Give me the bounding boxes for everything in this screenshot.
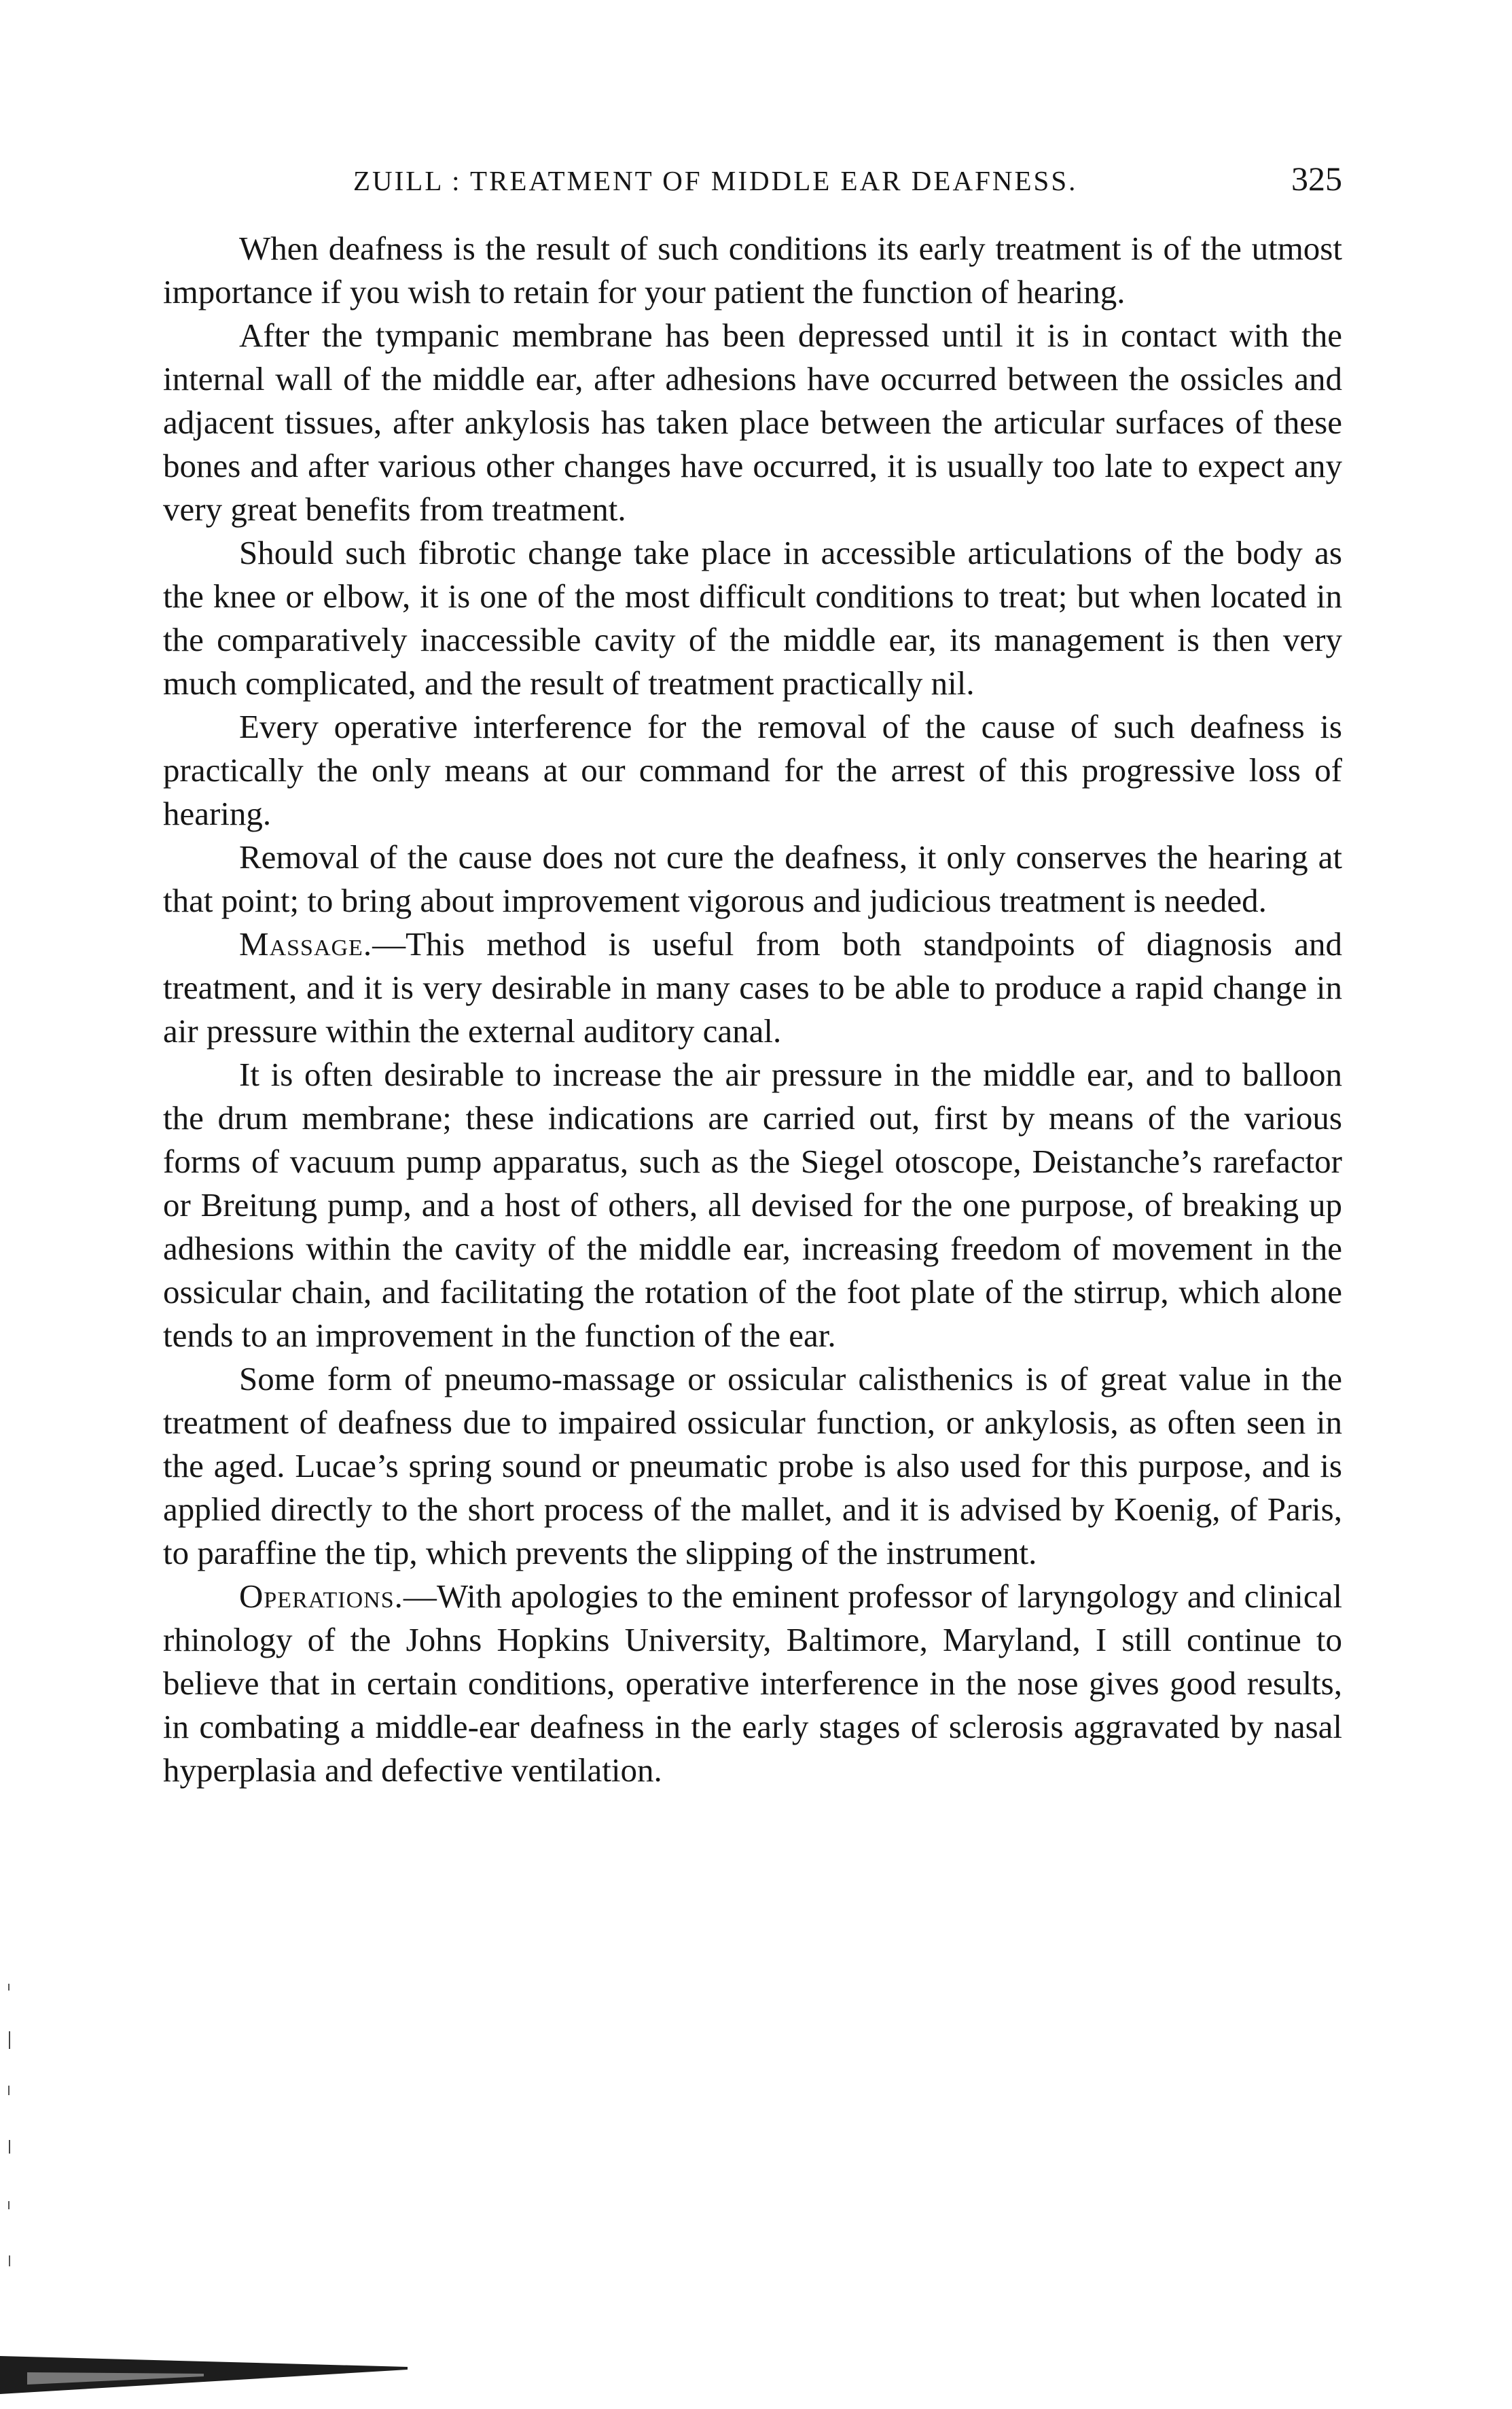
- paragraph-massage: [163, 923, 1342, 1053]
- paragraph-text: After the tympanic membrane has been depressed until it is in contact with the internal wall of the middle ear, after adhesions have occurred between the ossicles and adjacent tissues, after ankylosis has taken place between the articular surfaces of these bones and after various other changes have occurred, it is usually too late to expect any very great benefits from treatment.: [163, 317, 1342, 528]
- margin-scan-specks: [3, 1984, 16, 2310]
- paragraph-tympanic-membrane: [163, 314, 1342, 531]
- section-heading-operations: Operations.: [239, 1577, 403, 1615]
- paragraph-text: Should such fibrotic change take place in accessible articulations of the body as the knee or elbow, it is one of the most difficult conditions to treat; but when located in the comparatively inaccessible cavity of the middle ear, its management is then very much complicated, and the result of treatment practically nil.: [163, 534, 1342, 702]
- paragraph-text: It is often desirable to increase the air pressure in the middle ear, and to balloon the drum membrane; these indications are carried out, first by means of the various forms of vacuum pump apparatus, such as the Siegel otoscope, Deistanche’s rarefactor or Breitung pump, and a host of others, all devised for the one purpose, of breaking up adhesions within the cavity of the middle ear, increasing freedom of movement in the ossicular chain, and facilitating the rotation of the foot plate of the stirrup, which alone tends to an improvement in the function of the ear.: [163, 1056, 1342, 1354]
- paragraph-text: —With apologies to the eminent professor of laryngology and clinical rhinology of the Johns Hopkins University, Baltimore, Maryland, I still continue to believe that in certain conditions, operative interference in the nose gives good results, in combating a middle-ear deafness in the early stages of sclerosis aggravated by nasal hyperplasia and defective ventilation.: [163, 1577, 1342, 1789]
- paragraph-operative-interference: [163, 705, 1342, 836]
- paragraph-operations: [163, 1575, 1342, 1792]
- paragraph-pneumo-massage: [163, 1357, 1342, 1575]
- body-text: [163, 227, 1342, 1792]
- paragraph-text: Some form of pneumo-massage or ossicular calisthenics is of great value in the treatment of deafness due to impaired ossicular function, or ankylosis, as often seen in the aged. Lucae’s spring sound or pneumatic probe is also used for this purpose, and is applied directly to the short process of the mallet, and it is advised by Koenig, of Paris, to paraffine the tip, which prevents the slipping of the instrument.: [163, 1360, 1342, 1571]
- paragraph-removal-of-cause: [163, 836, 1342, 923]
- page-number: 325: [1291, 160, 1342, 198]
- paragraph-text: Removal of the cause does not cure the deafness, it only conserves the hearing at that point; to bring about improvement vigorous and judicious treatment is needed.: [163, 838, 1342, 919]
- running-title: ZUILL : TREATMENT OF MIDDLE EAR DEAFNESS.: [353, 165, 1078, 196]
- section-heading-massage: Massage.: [239, 925, 373, 963]
- paragraph-text: —This method is useful from both standpoints of diagnosis and treatment, and it is very desirable in many cases to be able to produce a rapid change in air pressure within the external auditory canal.: [163, 925, 1342, 1050]
- paragraph-deafness-early-treatment: [163, 227, 1342, 314]
- paragraph-text: Every operative interference for the removal of the cause of such deafness is practically the only means at our command for the arrest of this progressive loss of hearing.: [163, 708, 1342, 832]
- scan-edge-strip: [0, 2337, 408, 2405]
- page-header: [163, 155, 1342, 202]
- paragraph-air-pressure: [163, 1053, 1342, 1357]
- paragraph-text: When deafness is the result of such conditions its early treatment is of the utmost importance if you wish to retain for your patient the function of hearing.: [163, 230, 1342, 310]
- paragraph-fibrotic-change: [163, 531, 1342, 705]
